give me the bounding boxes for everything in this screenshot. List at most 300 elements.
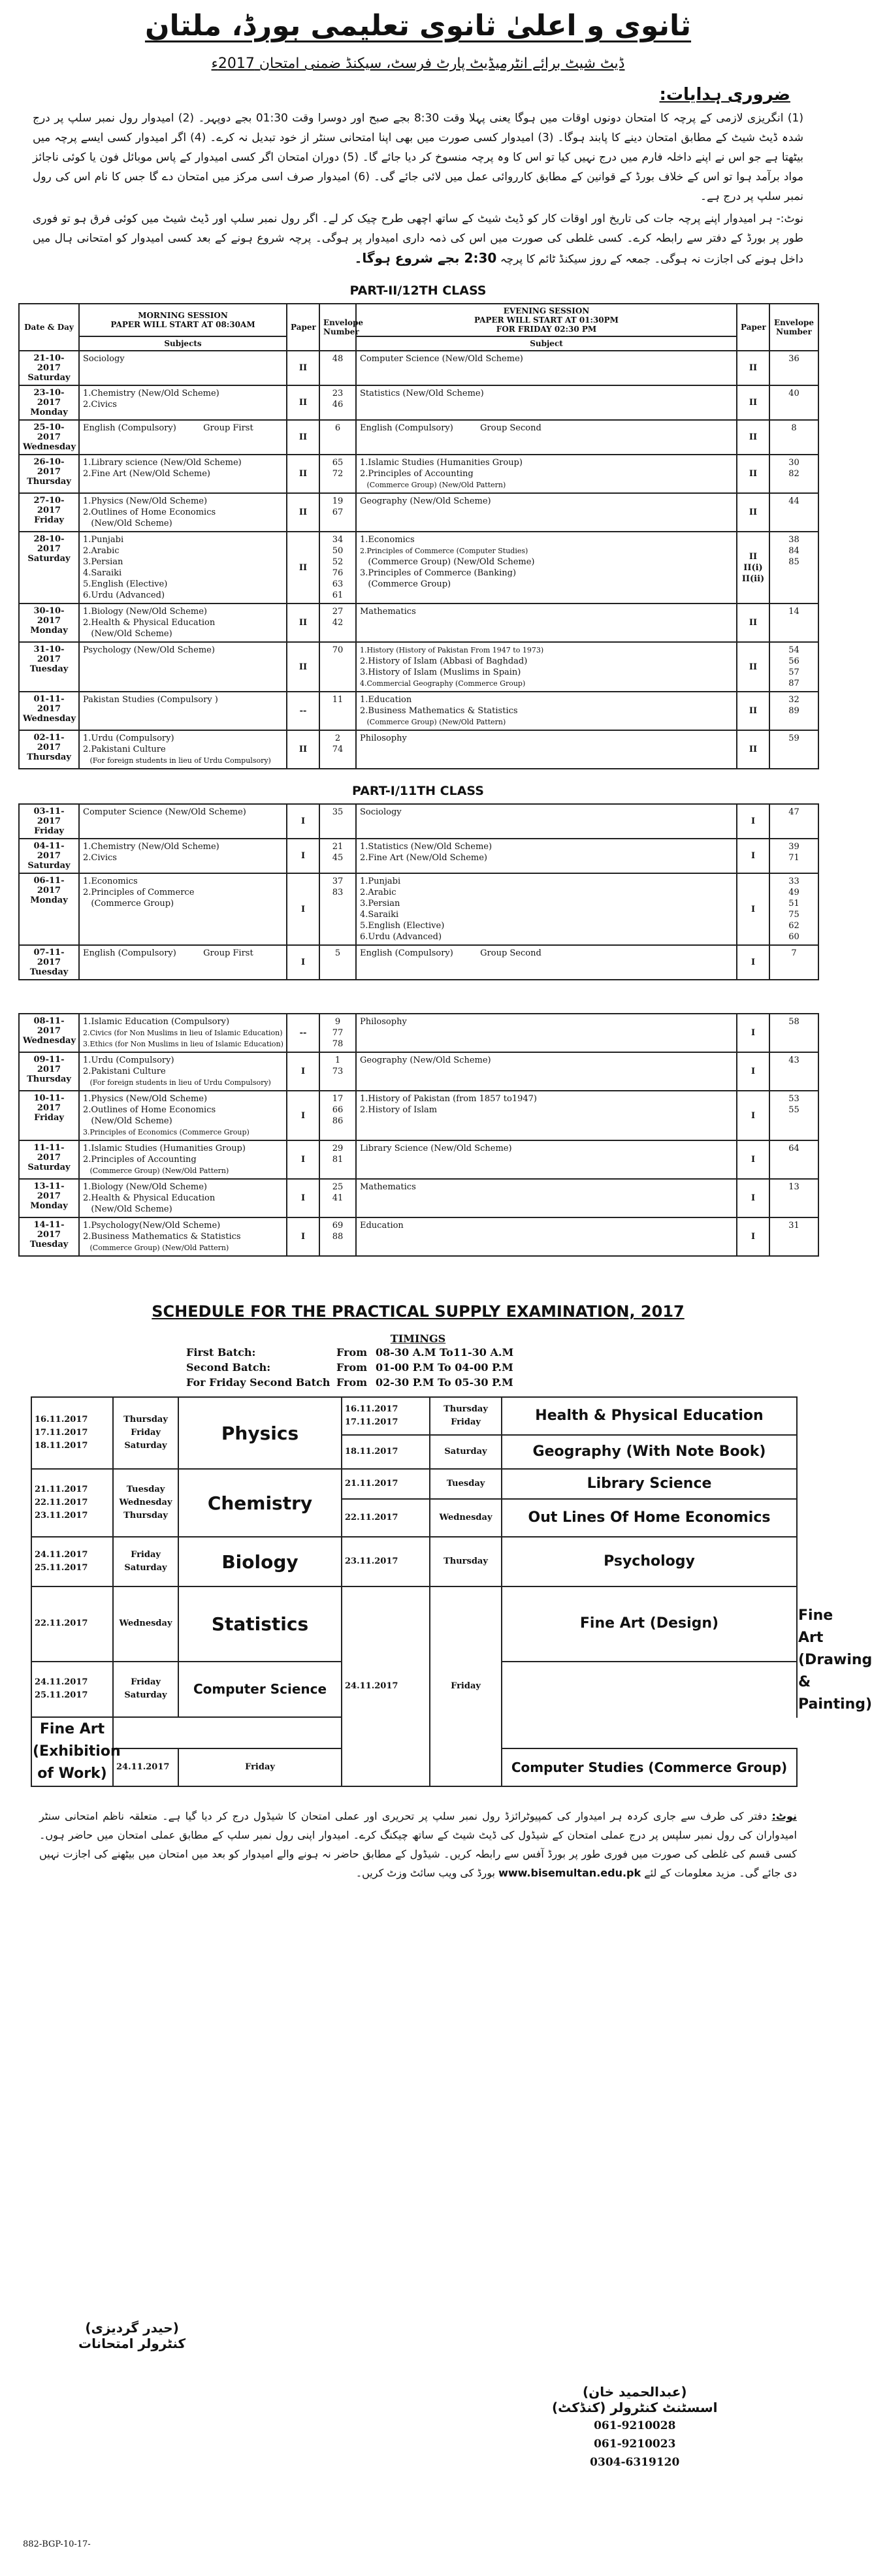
practical-row — [31, 1469, 797, 1499]
morning-paper-cell — [287, 839, 319, 873]
practical-subject: Statistics — [211, 1613, 309, 1635]
morning-subject: (For foreign students in lieu of Urdu Compulsory) — [83, 756, 271, 765]
paper-number: I — [300, 851, 306, 861]
paper-number: I — [751, 1067, 756, 1076]
practical-date: 17.11.2017 — [345, 1417, 398, 1427]
paper-number: I — [751, 1155, 756, 1165]
envelope-number: 38 — [788, 535, 799, 545]
practical-day: Friday — [131, 1677, 161, 1688]
envelope-number: 41 — [332, 1193, 344, 1203]
paper-number: II — [749, 432, 758, 442]
right-days-cell — [430, 1586, 502, 1786]
envelope-number: 74 — [332, 745, 344, 754]
from-label: From — [336, 1376, 368, 1389]
evening-subject-cell — [356, 1014, 737, 1052]
evening-subject: (Commerce Group) (New/Old Scheme) — [360, 557, 535, 567]
evening-time-label: PAPER WILL START AT 01:30PM — [474, 315, 619, 325]
exam-date: 21-10-2017 — [33, 353, 65, 373]
paper-number: II — [749, 551, 758, 562]
envelope-number: 43 — [788, 1055, 799, 1065]
exam-date: 13-11-2017 — [33, 1182, 65, 1201]
right-dates-cell — [342, 1586, 430, 1786]
evening-subject: (Commerce Group) — [360, 579, 451, 589]
morning-subject-cell — [79, 455, 287, 493]
envelope-number: 63 — [332, 579, 344, 589]
practical-day: Friday — [245, 1762, 275, 1772]
paper-number: -- — [299, 706, 307, 716]
morning-time-label: PAPER WILL START AT 08:30AM — [110, 320, 255, 329]
practical-date: 25.11.2017 — [35, 1563, 88, 1573]
note-block — [0, 1807, 836, 1882]
date-cell — [19, 642, 79, 692]
note-text: دفتر کی طرف سے جاری کردہ ہر امیدوار کی کمپیوٹرائزڈ رول نمبر سلپ پر تحریری اور عملی امتحان کا شیڈول درج کر دیا گیا ہے۔ متعلقہ ناظم امتحانی سنٹر امیدواران کی رول نمبر سلپس پر درج عملی امتحان کے شیڈول کی ڈیٹ شیٹ کے ساتھ چیکنگ کرے۔ امیدوار اپنی رول نمبر سلپ کے مطابق عملی امتحان میں حاضر ہوں۔ کسی قسم کی غلطی کی صورت میں فوری طور پر بورڈ آفس سے رابطہ کریں۔ شیڈول کے مطابق حاضر نہ ہونے والے امیدوار کو بعد میں امتحان میں بیٹھنے کی اجازت نہیں دی جائے گی۔ مزید معلومات کے لئے — [39, 1810, 797, 1879]
paper-number: II — [749, 706, 758, 716]
morning-envelope-cell — [319, 642, 356, 692]
morning-subject: 2.Pakistani Culture — [83, 1067, 166, 1076]
envelope-number: 23 — [332, 389, 344, 398]
evening-paper-cell — [737, 351, 769, 385]
part2-header-row — [19, 304, 818, 336]
envelope-number: 47 — [788, 807, 799, 817]
evening-subject: 2.Business Mathematics & Statistics — [360, 706, 518, 716]
practical-row: Fine Art (Drawing & Painting) — [798, 1607, 872, 1713]
evening-subject: 2.Fine Art (New/Old Scheme) — [360, 853, 487, 863]
left-dates-cell — [31, 1586, 113, 1662]
morning-paper-cell — [287, 730, 319, 769]
evening-envelope-cell — [769, 692, 818, 730]
envelope-number: 5 — [334, 948, 341, 958]
morning-subject: 1.Urdu (Compulsory) — [83, 1055, 174, 1065]
morning-subject: 1.Islamic Education (Compulsory) — [83, 1017, 230, 1027]
practical-subject-cell — [178, 1397, 342, 1469]
evening-subject: 1.Education — [360, 695, 412, 705]
morning-subject: 2.Principles of Accounting — [83, 1155, 197, 1165]
morning-subject: 2.Pakistani Culture — [83, 745, 166, 754]
date-cell — [19, 839, 79, 873]
evening-subject-cell — [356, 642, 737, 692]
phone-1: 061-9210028 — [594, 2419, 676, 2432]
practical-date: 16.11.2017 — [345, 1404, 398, 1414]
evening-envelope-cell — [769, 493, 818, 532]
table-row — [19, 604, 818, 642]
morning-envelope-cell — [319, 839, 356, 873]
morning-subject: 3.Ethics (for Non Muslims in lieu of Islamic Education) — [83, 1040, 283, 1048]
morning-subject-cell — [79, 873, 287, 945]
date-cell — [19, 420, 79, 455]
morning-envelope-cell — [319, 1140, 356, 1179]
envelope-number: 14 — [788, 607, 799, 617]
evening-subject-cell — [356, 692, 737, 730]
envelope-number: 39 — [788, 842, 799, 852]
envelope-number: 66 — [332, 1105, 344, 1115]
paper-number: I — [300, 958, 306, 967]
practical-day: Thursday — [444, 1404, 488, 1414]
exam-date: 30-10-2017 — [33, 606, 65, 626]
paper-number: II(ii) — [741, 573, 765, 584]
evening-subject: Sociology — [360, 807, 402, 817]
evening-subject-cell — [356, 1052, 737, 1091]
part2-title: PART-II/12TH CLASS — [349, 283, 487, 298]
morning-envelope-cell — [319, 385, 356, 420]
morning-subject: 1.Punjabi — [83, 535, 124, 545]
practical-date: 22.11.2017 — [35, 1498, 88, 1507]
morning-subject: 2.Principles of Commerce — [83, 888, 195, 897]
envelope-number: 25 — [332, 1182, 344, 1192]
envelope-number: 81 — [332, 1155, 344, 1165]
envelope-number: 56 — [788, 656, 799, 666]
morning-subject-cell — [79, 1179, 287, 1217]
left-days-cell — [113, 1586, 178, 1662]
exam-date: 10-11-2017 — [33, 1093, 65, 1113]
practical-subject-cell — [178, 1469, 342, 1537]
envelope-number: 48 — [332, 354, 344, 364]
envelope-number: 7 — [791, 948, 797, 958]
reference-number: 882-BGP-10-17- — [23, 2539, 91, 2549]
paper-number: I — [751, 1232, 756, 1242]
envelope-number: 35 — [332, 807, 344, 817]
assistant-controller-name: (عبدالحمید خان) — [582, 2384, 687, 2400]
morning-envelope-cell — [319, 692, 356, 730]
practical-subject-cell — [178, 1586, 342, 1662]
evening-paper-cell — [737, 1091, 769, 1140]
exam-day: Friday — [34, 1113, 64, 1123]
exam-day: Thursday — [27, 1074, 71, 1084]
practical-date: 24.11.2017 — [35, 1677, 88, 1688]
practical-row — [31, 1586, 797, 1603]
evening-subject: English (Compulsory) Group Second — [360, 948, 541, 958]
envelope-number: 46 — [332, 400, 344, 410]
morning-subject-cell — [79, 420, 287, 455]
morning-paper-cell — [287, 873, 319, 945]
website-link[interactable]: www.bisemultan.edu.pk — [498, 1867, 641, 1879]
paper-number: II — [749, 662, 758, 672]
evening-paper-cell — [737, 455, 769, 493]
table-row — [19, 1091, 818, 1140]
evening-subject: 2.History of Islam (Abbasi of Baghdad) — [360, 656, 528, 666]
practical-date: 16.11.2017 — [35, 1415, 88, 1425]
evening-subject: 2.History of Islam — [360, 1105, 438, 1115]
evening-subject: Mathematics — [360, 1182, 416, 1192]
batch-label: Second Batch: — [186, 1361, 271, 1374]
envelope-number: 53 — [788, 1094, 799, 1104]
date-cell — [19, 455, 79, 493]
date-cell — [19, 692, 79, 730]
left-days-cell — [113, 1537, 178, 1586]
evening-session-label: EVENING SESSION — [503, 306, 590, 315]
paper-number: I — [751, 1193, 756, 1203]
timing-row — [186, 1375, 836, 1390]
envelope-number: 2 — [334, 733, 341, 743]
evening-subject: English (Compulsory) Group Second — [360, 423, 541, 433]
date-cell — [19, 351, 79, 385]
evening-envelope-cell — [769, 1052, 818, 1091]
timings-heading: TIMINGS — [390, 1332, 446, 1345]
board-title: ثانوی و اعلیٰ ثانوی تعلیمی بورڈ، ملتان — [144, 9, 692, 42]
morning-envelope-cell — [319, 1091, 356, 1140]
exam-day: Friday — [34, 826, 64, 836]
practical-subject: Psychology — [604, 1553, 695, 1570]
date-cell — [19, 873, 79, 945]
morning-subject: 3.Principles of Economics (Commerce Group) — [83, 1128, 250, 1136]
morning-subject-cell — [79, 804, 287, 839]
evening-subject: Statistics (New/Old Scheme) — [360, 389, 484, 398]
practical-date: 22.11.2017 — [35, 1618, 88, 1629]
envelope-number: 52 — [332, 557, 344, 567]
exam-date: 26-10-2017 — [33, 457, 65, 477]
practical-date: 25.11.2017 — [35, 1690, 88, 1701]
practical-day: Saturday — [444, 1447, 487, 1457]
morning-paper-cell — [287, 1091, 319, 1140]
paper-number: II(i) — [743, 562, 763, 573]
evening-subject: 1.Economics — [360, 535, 415, 545]
envelope-number: 27 — [332, 607, 344, 617]
practical-subject-cell — [502, 1586, 797, 1662]
morning-subject: English (Compulsory) Group First — [83, 948, 253, 958]
practical-day: Thursday — [123, 1511, 168, 1521]
friday-time-note: 2:30 بجے شروع ہوگا۔ — [354, 250, 497, 266]
envelope-number: 6 — [334, 423, 341, 433]
practical-subject-cell — [502, 1435, 797, 1469]
paper-number: II — [749, 398, 758, 408]
morning-paper-cell — [287, 493, 319, 532]
envelope-number: 34 — [332, 535, 344, 545]
morning-subject: (New/Old Scheme) — [83, 1204, 172, 1214]
envelope-number: 54 — [788, 645, 799, 655]
morning-paper-cell — [287, 1140, 319, 1179]
morning-subject: 2.Health & Physical Education — [83, 618, 216, 628]
exam-day: Monday — [30, 408, 68, 417]
morning-header — [79, 304, 287, 336]
instructions-note: نوٹ:- ہر امیدوار اپنے پرچہ جات کی تاریخ اور اوقات کار کو ڈیٹ شیٹ کے ساتھ اچھی طرح چیک کر لے۔ اگر رول نمبر سلپ اور ڈیٹ شیٹ میں کوئی فرق ہو تو فوری طور پر بورڈ کے دفتر سے رابطہ کرے۔ کسی غلطی کی صورت میں اس کی ذمہ داری امیدوار پر ہوگی۔ پرچہ شروع ہونے کے بعد کسی امیدوار کو امتحانی ہال میں داخل ہونے کی اجازت نہ ہوگی۔ جمعہ کے روز سیکنڈ ٹائم کا پرچہ — [33, 212, 803, 266]
envelope-number: 86 — [332, 1116, 344, 1126]
envelope-number: 32 — [788, 695, 799, 705]
morning-subject: 2.Arabic — [83, 546, 120, 556]
exam-date: 06-11-2017 — [33, 876, 65, 895]
evening-paper-cell — [737, 1014, 769, 1052]
morning-subject: (New/Old Scheme) — [83, 1116, 172, 1126]
evening-paper-cell — [737, 493, 769, 532]
practical-subject-cell — [502, 1748, 797, 1786]
evening-subject-cell — [356, 351, 737, 385]
morning-subject: 2.Civics (for Non Muslims in lieu of Islamic Education) — [83, 1029, 283, 1037]
practical-day: Friday — [131, 1550, 161, 1560]
table-row — [19, 642, 818, 692]
evening-subject-cell — [356, 730, 737, 769]
envelope-number: 77 — [332, 1028, 344, 1038]
right-days-cell — [430, 1537, 502, 1586]
table-row — [19, 532, 818, 604]
table-row — [19, 493, 818, 532]
morning-paper-cell — [287, 1014, 319, 1052]
envelope-number: 30 — [788, 458, 799, 468]
morning-subject: 2.Outlines of Home Economics — [83, 507, 216, 517]
morning-envelope-cell — [319, 1014, 356, 1052]
envelope-number: 59 — [788, 733, 799, 743]
evening-paper-cell — [737, 420, 769, 455]
left-dates-cell — [31, 1662, 113, 1717]
evening-subject: 2.Principles of Commerce (Computer Studies) — [360, 547, 528, 555]
evening-envelope-cell — [769, 351, 818, 385]
table-row — [19, 1217, 818, 1256]
morning-subject-cell — [79, 532, 287, 604]
exam-date: 08-11-2017 — [33, 1016, 65, 1036]
instructions-paragraph-1: (1) انگریزی لازمی کے پرچہ کا امتحان دونوں اوقات میں ہوگا یعنی پہلا وقت 8:30 بجے صبح اور دوسرا وقت 01:30 بجے دوپہر۔ (2) امیدوار رول نمبر سلپ پر درج شدہ ڈیٹ شیٹ کے مطابق امتحان دینے کا پابند ہوگا۔ (3) امیدوار کسی صورت میں بھی اپنا امتحانی سنٹر از خود تبدیل نہ کرے۔ (4) اگر امیدوار کسی ایسے پرچہ میں بیٹھتا ہے جو اس نے اپنے داخلہ فارم میں درج نہیں کیا تو اس کا وہ پرچہ منسوخ کر دیا جائے گا۔ (5) دوران امتحان اگر کسی امیدوار کے پاس موبائل فون یا کوئی ناجائز مواد برآمد ہوا تو اس کے خلاف بورڈ کے قوانین کے مطابق کارروائی عمل میں لائی جائے گی۔ (6) امیدوار صرف اسی مرکز میں امتحان دے گا جس کا نام اس کی رول نمبر سلپ پر درج ہے۔ — [33, 112, 804, 203]
envelope-number: 64 — [788, 1144, 799, 1153]
table-row — [19, 873, 818, 945]
exam-date: 09-11-2017 — [33, 1055, 65, 1074]
evening-subject: Philosophy — [360, 733, 407, 743]
left-dates-cell — [31, 1397, 113, 1469]
paper-number: II — [299, 562, 308, 573]
right-dates-cell — [342, 1435, 430, 1469]
evening-paper-cell — [737, 532, 769, 604]
table-row — [19, 1179, 818, 1217]
left-days-cell — [113, 1397, 178, 1469]
controller-designation: کنٹرولر امتحانات — [78, 2336, 186, 2351]
morning-subject: 1.Islamic Studies (Humanities Group) — [83, 1144, 246, 1153]
envelope-number: 29 — [332, 1144, 344, 1153]
exam-day: Wednesday — [23, 1036, 76, 1046]
morning-subject: 1.Biology (New/Old Scheme) — [83, 1182, 207, 1192]
envelope-number: 36 — [788, 354, 799, 364]
morning-subject: Pakistan Studies (Compulsory ) — [83, 695, 218, 705]
exam-day: Monday — [30, 1201, 68, 1211]
morning-subject: 1.Urdu (Compulsory) — [83, 733, 174, 743]
evening-envelope-cell — [769, 1091, 818, 1140]
from-label: From — [336, 1346, 368, 1359]
practical-subject: Geography (With Note Book) — [532, 1443, 766, 1460]
evening-envelope-cell — [769, 420, 818, 455]
exam-day: Thursday — [27, 477, 71, 487]
date-cell — [19, 1140, 79, 1179]
practical-day: Thursday — [444, 1556, 488, 1566]
evening-envelope-cell — [769, 839, 818, 873]
envelope-number: 40 — [788, 389, 799, 398]
practical-subject-cell — [31, 1717, 121, 1786]
practical-day: Friday — [131, 1428, 161, 1438]
date-cell — [19, 1217, 79, 1256]
morning-subject: 4.Saraiki — [83, 568, 122, 578]
paper-number: I — [300, 1067, 306, 1076]
exam-date: 23-10-2017 — [33, 388, 65, 408]
evening-paper-cell — [737, 1179, 769, 1217]
evening-subject-cell — [356, 455, 737, 493]
table-row — [19, 385, 818, 420]
date-cell — [19, 730, 79, 769]
note-after: بورڈ کی ویب سائٹ وزٹ کریں۔ — [355, 1867, 495, 1879]
envelope-number: 87 — [788, 679, 799, 688]
evening-subject: Philosophy — [360, 1017, 407, 1027]
evening-subject-cell — [356, 804, 737, 839]
practical-subject: Library Science — [587, 1475, 712, 1492]
evening-envelope-cell — [769, 604, 818, 642]
envelope-number: 65 — [332, 458, 344, 468]
part1-title: PART-I/11TH CLASS — [352, 784, 484, 798]
note-label: نوٹ: — [771, 1810, 798, 1822]
evening-subject: 2.Principles of Accounting — [360, 469, 474, 479]
evening-subject: 1.Statistics (New/Old Scheme) — [360, 842, 493, 852]
morning-subject-cell — [79, 1052, 287, 1091]
evening-paper-cell — [737, 873, 769, 945]
envelope-number: 61 — [332, 590, 344, 600]
paper-number: I — [751, 958, 756, 967]
evening-subject-cell — [356, 385, 737, 420]
evening-subject-cell — [356, 1179, 737, 1217]
controller-name: (حیدر گردیزی) — [85, 2320, 179, 2336]
morning-subject-cell — [79, 1140, 287, 1179]
practical-date: 23.11.2017 — [35, 1511, 88, 1521]
evening-envelope-cell — [769, 532, 818, 604]
envelope-number: 85 — [788, 557, 799, 567]
evening-subject: Mathematics — [360, 607, 416, 617]
morning-envelope-cell — [319, 873, 356, 945]
morning-subject: 1.Library science (New/Old Scheme) — [83, 458, 242, 468]
practical-day: Friday — [451, 1681, 481, 1691]
instructions-paragraph-2 — [33, 209, 803, 269]
right-days-cell — [430, 1435, 502, 1469]
evening-subject: (Commerce Group) (New/Old Pattern) — [360, 718, 506, 726]
exam-date: 04-11-2017 — [33, 841, 65, 861]
evening-subject: Education — [360, 1221, 404, 1231]
exam-day: Monday — [30, 626, 68, 636]
evening-envelope-cell — [769, 1179, 818, 1217]
evening-subject: 6.Urdu (Advanced) — [360, 932, 442, 942]
exam-date: 01-11-2017 — [33, 694, 65, 714]
paper-number: II — [299, 363, 308, 373]
batch-label: For Friday Second Batch — [186, 1376, 331, 1389]
envelope-number: 71 — [788, 853, 799, 863]
morning-subject: (New/Old Scheme) — [83, 629, 172, 639]
morning-subject-cell — [79, 1091, 287, 1140]
practical-date: 18.11.2017 — [345, 1447, 398, 1457]
practical-subject: Chemistry — [207, 1492, 313, 1514]
practical-day: Wednesday — [119, 1498, 172, 1507]
evening-paper-cell — [737, 1052, 769, 1091]
evening-subject: 3.History of Islam (Muslims in Spain) — [360, 668, 521, 677]
evening-subject: 2.Arabic — [360, 888, 396, 897]
envelope-number: 50 — [332, 546, 344, 556]
practical-subject: Out Lines Of Home Economics — [528, 1509, 771, 1526]
morning-subject: 3.Persian — [83, 557, 123, 567]
evening-subject: Geography (New/Old Scheme) — [360, 1055, 491, 1065]
morning-envelope-cell — [319, 455, 356, 493]
evening-paper-cell — [737, 385, 769, 420]
envelope-number: 44 — [788, 496, 799, 506]
right-days-cell — [430, 1397, 502, 1435]
practical-subject: Computer Science — [193, 1681, 327, 1698]
morning-subject-cell — [79, 1217, 287, 1256]
envelope-number: 72 — [332, 469, 344, 479]
practical-subject: Health & Physical Education — [535, 1408, 764, 1424]
evening-subject: (Commerce Group) (New/Old Pattern) — [360, 481, 506, 489]
paper-number: II — [749, 507, 758, 517]
morning-subject: 1.Biology (New/Old Scheme) — [83, 607, 207, 617]
morning-subject: 2.Health & Physical Education — [83, 1193, 216, 1203]
morning-envelope-cell — [319, 1217, 356, 1256]
practical-day: Saturday — [124, 1441, 167, 1451]
envelope-number: 75 — [788, 910, 799, 920]
paper-number: I — [300, 1193, 306, 1203]
evening-subject: 1.History of Pakistan (from 1857 to1947) — [360, 1094, 537, 1104]
morning-envelope-cell — [319, 945, 356, 980]
envelope-number: 60 — [788, 932, 799, 942]
table-row — [19, 455, 818, 493]
morning-envelope-cell — [319, 1179, 356, 1217]
morning-subject: 2.Civics — [83, 400, 117, 410]
evening-paper-cell — [737, 642, 769, 692]
evening-subject: 1.History (History of Pakistan From 1947 to 1973) — [360, 646, 544, 654]
evening-subject: 3.Persian — [360, 899, 400, 909]
